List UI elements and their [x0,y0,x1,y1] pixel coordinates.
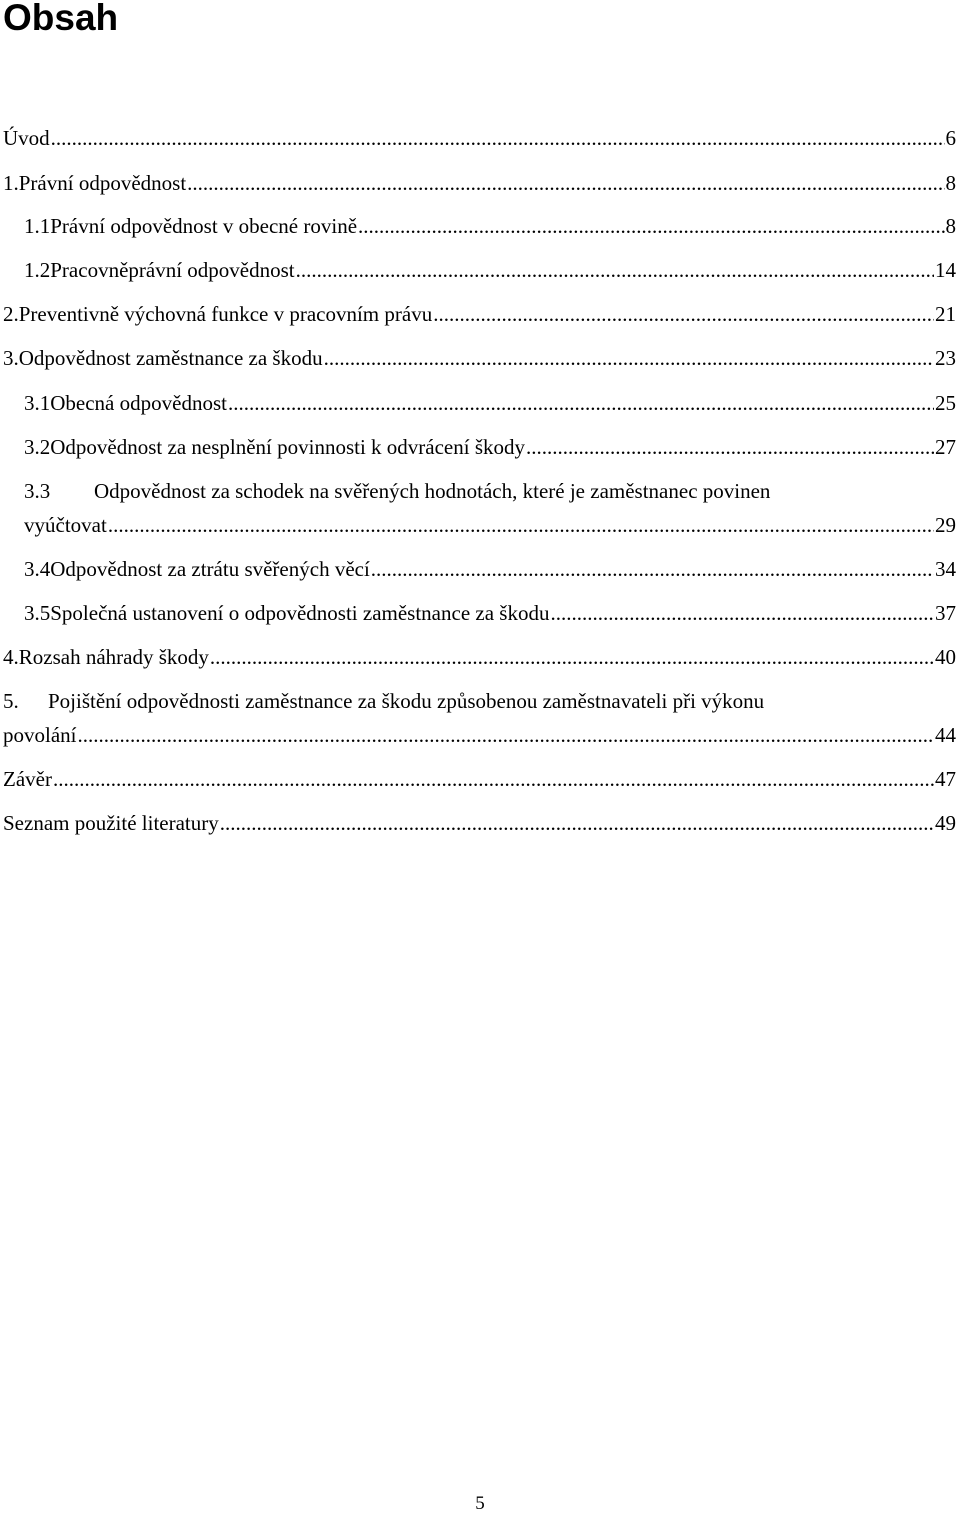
toc-entry-page: 21 [935,302,956,326]
toc-entry-title: Odpovědnost za schodek na svěřených hodnotách, které je zaměstnanec povinen [94,479,771,503]
toc-entry-page: 23 [935,346,956,370]
toc-entry-title: Odpovědnost zaměstnance za škodu [18,346,323,370]
toc-entry-5[interactable] [0,687,960,749]
toc-entry-title: Pracovněprávní odpovědnost [50,258,295,282]
toc-entry-title: Úvod [3,126,50,150]
toc-entry-number: 3.1 [24,391,51,415]
toc-entry-title: Pojištění odpovědnosti zaměstnance za škodu způsobenou zaměstnavateli při výkonu [48,689,765,713]
toc-entry-page: 6 [945,126,956,150]
toc-entry-title: Odpovědnost za nesplnění povinnosti k odvrácení škody [50,435,526,459]
toc-leader-dots [228,389,934,417]
toc-entry-title: Seznam použité literatury [3,811,219,835]
toc-leader-dots [108,511,934,539]
toc-leader-dots [296,256,934,284]
toc-entry-page: 14 [935,258,956,282]
toc-entry-title-continued: povolání [3,723,77,747]
toc-entry-number: 1.1 [24,214,51,238]
toc-entry-number: 1.2 [24,258,51,282]
toc-leader-dots [371,555,934,583]
toc-entry-number: 3. [3,346,19,370]
toc-leader-dots [526,433,934,461]
toc-leader-dots [53,765,934,793]
toc-entry-page: 27 [935,435,956,459]
toc-leader-dots [210,643,934,671]
toc-leader-dots [51,124,945,152]
toc-entry-number: 3.2 [24,435,51,459]
page-number: 5 [475,1493,485,1514]
toc-entry-title: Rozsah náhrady škody [18,645,209,669]
toc-entry-page: 44 [935,723,956,747]
toc-entry-page: 25 [935,391,956,415]
toc-entry-title: Právní odpovědnost v obecné rovině [50,214,358,238]
toc-entry-number: 3.5 [24,601,51,625]
toc-leader-dots [550,599,934,627]
toc-entry-title: Společná ustanovení o odpovědnosti zaměstnance za škodu [50,601,550,625]
toc-entry-page: 29 [935,513,956,537]
toc-leader-dots [433,300,934,328]
toc-entry-title: Preventivně výchovná funkce v pracovním právu [18,302,433,326]
toc-entry-page: 8 [945,214,956,238]
toc-entry-page: 47 [935,767,956,791]
toc-leader-dots [78,721,935,749]
toc-entry-number: 3.4 [24,557,51,581]
toc-entry-title: Obecná odpovědnost [50,391,227,415]
toc-entry-page: 34 [935,557,956,581]
toc-entry-number: 4. [3,645,19,669]
toc-entry-number: 3.3 [24,479,51,503]
toc-entry-page: 37 [935,601,956,625]
toc-entry-title-continued: vyúčtovat [24,513,107,537]
page-heading: Obsah [3,0,119,38]
toc-entry-page: 40 [935,645,956,669]
toc-entry-number: 2. [3,302,19,326]
toc-leader-dots [324,344,934,372]
toc-entry-title: Odpovědnost za ztrátu svěřených věcí [50,557,370,581]
toc-entry-page: 49 [935,811,956,835]
toc-entry-title: Závěr [3,767,52,791]
toc-entry-3-3[interactable] [0,477,960,539]
toc-entry-number: 1. [3,171,19,195]
toc-leader-dots [187,169,944,197]
toc-leader-dots [220,809,934,837]
toc-leader-dots [358,212,944,240]
toc-entry-title: Právní odpovědnost [18,171,187,195]
toc-entry-number: 5. [3,689,19,713]
toc-entry-page: 8 [945,171,956,195]
